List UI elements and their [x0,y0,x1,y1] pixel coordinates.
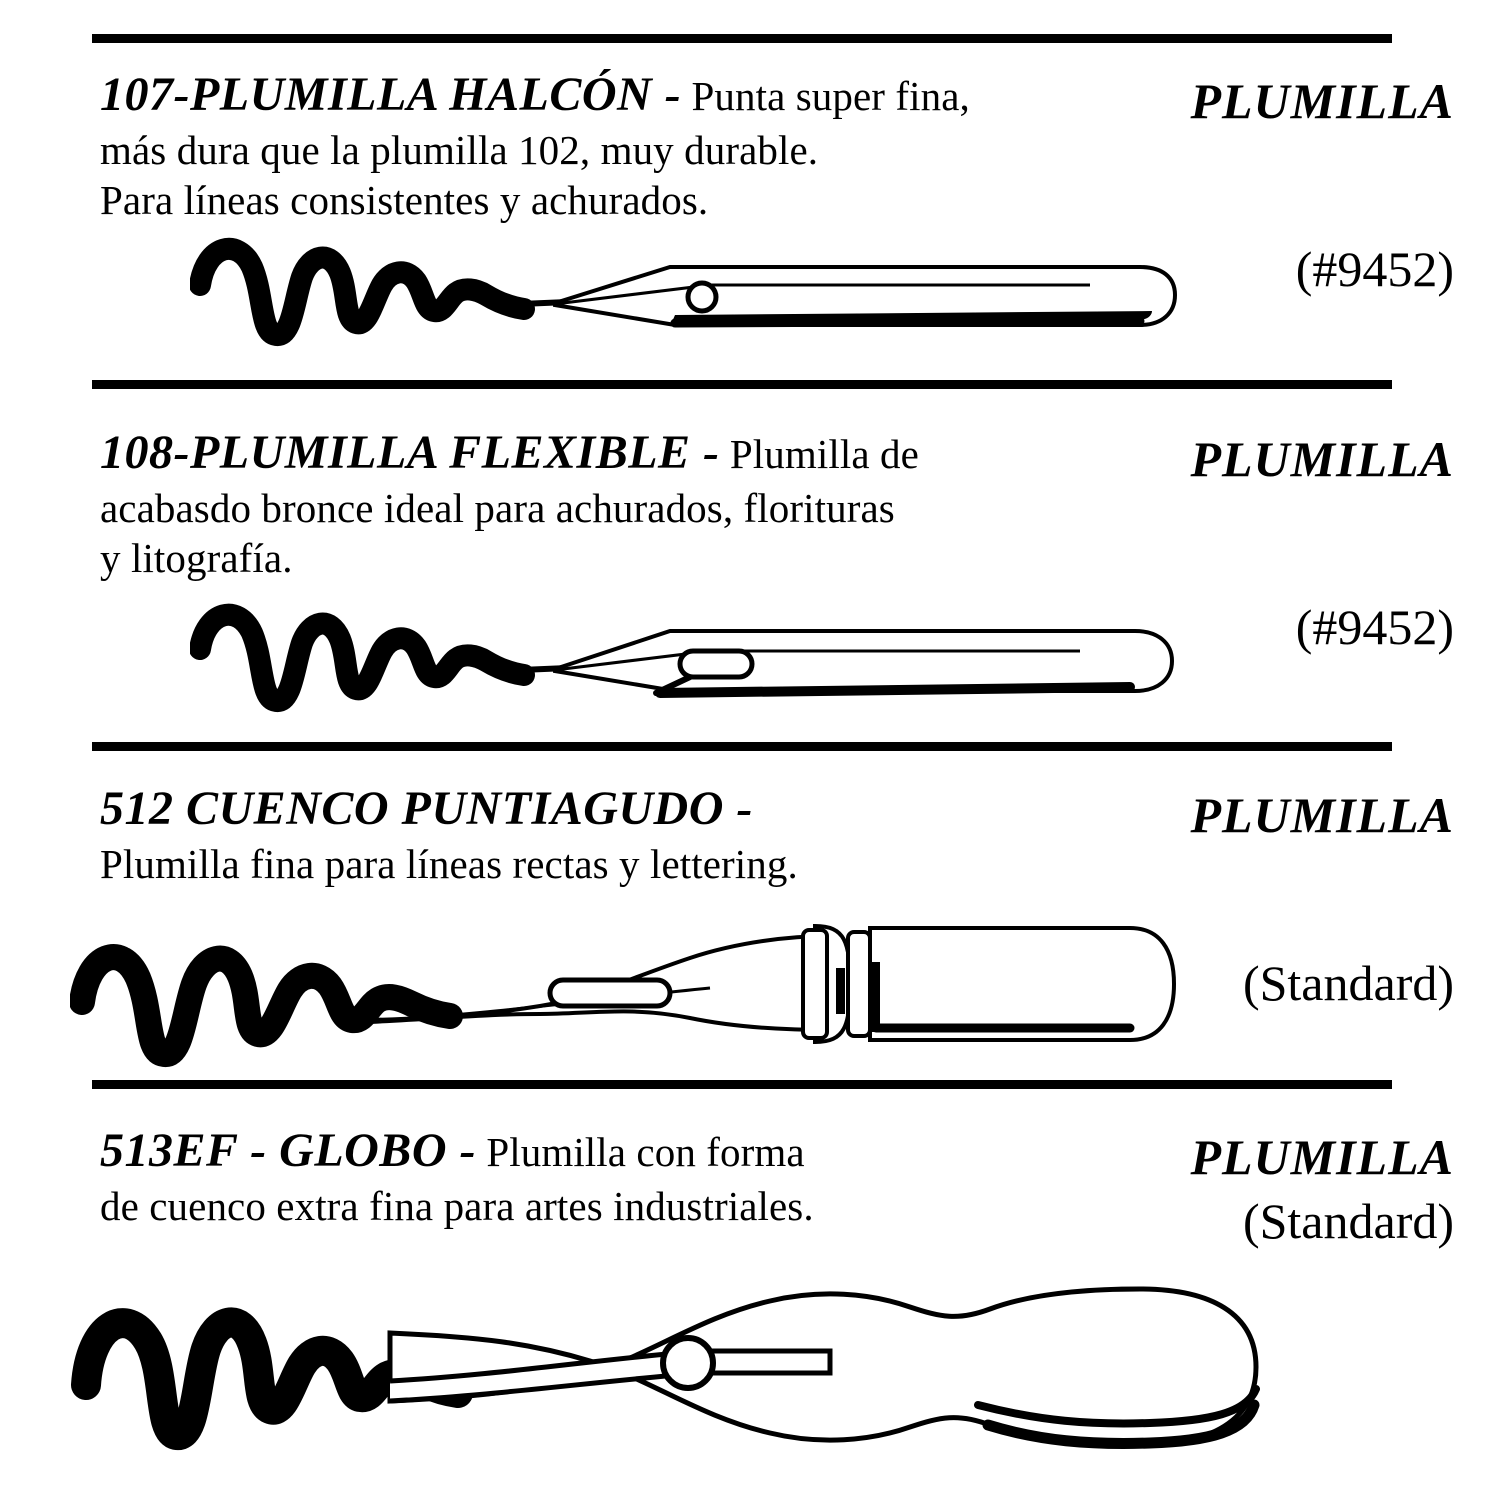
nib-entry-513ef [0,1080,1500,1500]
nib-pointed-bowl-icon [70,902,1200,1072]
entry-code-512: (Standard) [1242,955,1454,1011]
entry-desc-108-l2: acabasdo bronce ideal para achurados, florituras [100,484,895,531]
nib-entry-107 [0,0,1500,374]
entry-kind-108: PLUMILLA [1190,431,1454,487]
divider-rule [92,1080,1392,1089]
nib-flexible-icon [190,589,1190,739]
entry-desc-108-l1: Plumilla de [729,431,919,477]
entry-title-108: 108-PLUMILLA FLEXIBLE - [100,426,720,479]
divider-rule [92,34,1392,43]
nib-globe-icon [60,1255,1300,1475]
entry-text-512 [100,780,1100,889]
entry-code-108: (#9452) [1295,599,1454,655]
entry-kind-513ef: PLUMILLA [1190,1129,1454,1185]
nib-hawk-icon [190,215,1190,365]
divider-rule [92,380,1392,389]
entry-text-108 [100,424,1100,583]
entry-desc-108-l3: y litografía. [100,534,293,581]
entry-desc-107-l2: más dura que la plumilla 102, muy durable. [100,126,819,173]
entry-title-513ef: 513EF - GLOBO - [100,1124,476,1177]
entry-desc-512: Plumilla fina para líneas rectas y lettering. [100,840,798,887]
entry-code-107: (#9452) [1295,241,1454,297]
entry-text-513ef [100,1122,1100,1231]
entry-title-107: 107-PLUMILLA HALCÓN - [100,68,682,121]
entry-desc-107-l1: Punta super fina, [691,73,970,119]
entry-desc-513ef-l1: Plumilla con forma [486,1129,805,1175]
nib-entry-512 [0,742,1500,1080]
nib-entry-108 [0,374,1500,742]
entry-text-107 [100,66,1100,225]
entry-code-513ef: (Standard) [1242,1193,1454,1249]
entry-kind-512: PLUMILLA [1190,787,1454,843]
entry-title-512: 512 CUENCO PUNTIAGUDO - [100,782,753,835]
entry-kind-107: PLUMILLA [1190,73,1454,129]
entry-desc-513ef-l2: de cuenco extra fina para artes industriales. [100,1182,814,1229]
entry-desc-107-l3: Para líneas consistentes y achurados. [100,176,709,223]
divider-rule [92,742,1392,751]
entry-side-513ef [1024,1128,1454,1250]
